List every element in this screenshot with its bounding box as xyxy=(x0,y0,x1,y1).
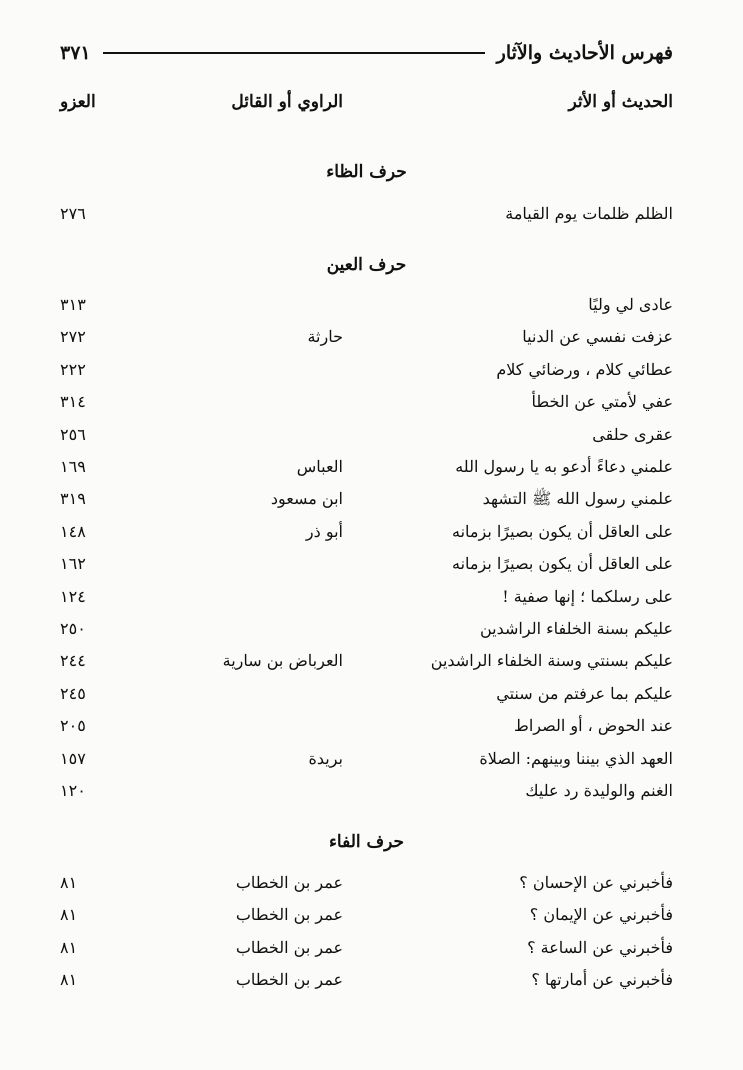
narrator: عمر بن الخطاب xyxy=(235,970,343,990)
hadith-text: عليكم بسنتي وسنة الخلفاء الراشدين xyxy=(430,651,673,671)
column-header-narrator: الراوي أو القائل xyxy=(231,92,343,112)
reference: ١٤٨ xyxy=(60,521,86,541)
index-row xyxy=(60,587,673,617)
reference: ٢٥٠ xyxy=(60,619,86,638)
narrator: بريدة xyxy=(308,748,343,768)
reference: ٣١٤ xyxy=(60,392,86,412)
column-headers xyxy=(60,92,673,122)
narrator: عمر بن الخطاب xyxy=(235,873,343,892)
index-row xyxy=(60,651,673,681)
index-row xyxy=(60,905,673,935)
index-row xyxy=(60,204,673,234)
column-header-hadith: الحديث أو الأثر xyxy=(568,92,673,112)
index-row xyxy=(60,554,673,584)
index-row xyxy=(60,425,673,455)
narrator: عمر بن الخطاب xyxy=(235,937,343,957)
reference: ٣١٩ xyxy=(60,489,86,509)
hadith-text: فأخبرني عن أمارتها ؟ xyxy=(531,970,673,990)
index-row xyxy=(60,970,673,1000)
reference: ٨١ xyxy=(60,937,78,957)
reference: ١٦٩ xyxy=(60,457,86,476)
index-row xyxy=(60,619,673,649)
index-row xyxy=(60,781,673,811)
reference: ١٢٠ xyxy=(60,781,86,800)
hadith-text: عطائي كلام ، ورضائي كلام xyxy=(496,359,673,379)
header-rule xyxy=(103,52,485,54)
section-heading: حرف الظاء xyxy=(326,162,407,182)
index-row xyxy=(60,716,673,746)
narrator: العباس xyxy=(296,457,343,476)
hadith-text: فأخبرني عن الساعة ؟ xyxy=(527,937,673,957)
hadith-text: عزفت نفسي عن الدنيا xyxy=(522,327,673,347)
index-row xyxy=(60,749,673,779)
hadith-text: علمني رسول الله ﷺ التشهد xyxy=(482,489,673,509)
reference: ٢٢٢ xyxy=(60,359,86,379)
hadith-text: علمني دعاءً أدعو به يا رسول الله xyxy=(455,457,673,476)
reference: ٢٠٥ xyxy=(60,716,86,736)
hadith-text: عقرى حلقى xyxy=(592,424,673,444)
index-row xyxy=(60,457,673,487)
narrator: حارثة xyxy=(307,327,343,347)
index-row xyxy=(60,522,673,552)
reference: ٢٧٢ xyxy=(60,327,86,347)
page-number: ٣٧١ xyxy=(60,42,91,64)
reference: ٨١ xyxy=(60,970,78,990)
hadith-text: العهد الذي بيننا وبينهم: الصلاة xyxy=(479,748,673,768)
hadith-text: على العاقل أن يكون بصيرًا بزمانه xyxy=(452,554,673,574)
narrator: ابن مسعود xyxy=(270,489,343,509)
hadith-text: فأخبرني عن الإيمان ؟ xyxy=(529,905,673,925)
reference: ٢٤٥ xyxy=(60,683,86,703)
hadith-text: على العاقل أن يكون بصيرًا بزمانه xyxy=(452,521,673,541)
index-row xyxy=(60,489,673,519)
reference: ٣١٣ xyxy=(60,295,86,314)
reference: ٨١ xyxy=(60,905,78,925)
narrator: العرباض بن سارية xyxy=(222,651,343,671)
hadith-text: عليكم بسنة الخلفاء الراشدين xyxy=(479,619,673,638)
index-row xyxy=(60,295,673,325)
reference: ١٥٧ xyxy=(60,748,86,768)
reference: ٢٤٤ xyxy=(60,651,86,671)
reference: ٨١ xyxy=(60,873,78,892)
index-row xyxy=(60,360,673,390)
narrator: عمر بن الخطاب xyxy=(235,905,343,925)
reference: ١٦٢ xyxy=(60,554,86,574)
section-heading: حرف الفاء xyxy=(328,832,405,852)
index-row xyxy=(60,873,673,903)
header-title: فهرس الأحاديث والآثار xyxy=(496,42,673,64)
hadith-text: على رسلكما ؛ إنها صفية ! xyxy=(502,586,673,606)
narrator: أبو ذر xyxy=(305,521,343,541)
hadith-text: عند الحوض ، أو الصراط xyxy=(514,716,673,736)
hadith-text: عادى لي وليًا xyxy=(588,295,673,314)
reference: ٢٥٦ xyxy=(60,424,86,444)
index-row xyxy=(60,684,673,714)
section-heading: حرف العين xyxy=(326,255,407,275)
reference: ١٢٤ xyxy=(60,586,86,606)
hadith-text: الغنم والوليدة رد عليك xyxy=(525,781,673,800)
hadith-text: الظلم ظلمات يوم القيامة xyxy=(505,204,673,223)
hadith-text: عفي لأمتي عن الخطأ xyxy=(531,392,673,412)
hadith-text: فأخبرني عن الإحسان ؟ xyxy=(519,873,673,892)
column-header-reference: العزو xyxy=(60,92,96,112)
reference: ٢٧٦ xyxy=(60,204,86,223)
index-row xyxy=(60,938,673,968)
running-header xyxy=(60,36,673,70)
index-row xyxy=(60,327,673,357)
index-row xyxy=(60,392,673,422)
hadith-text: عليكم بما عرفتم من سنتي xyxy=(496,683,673,703)
